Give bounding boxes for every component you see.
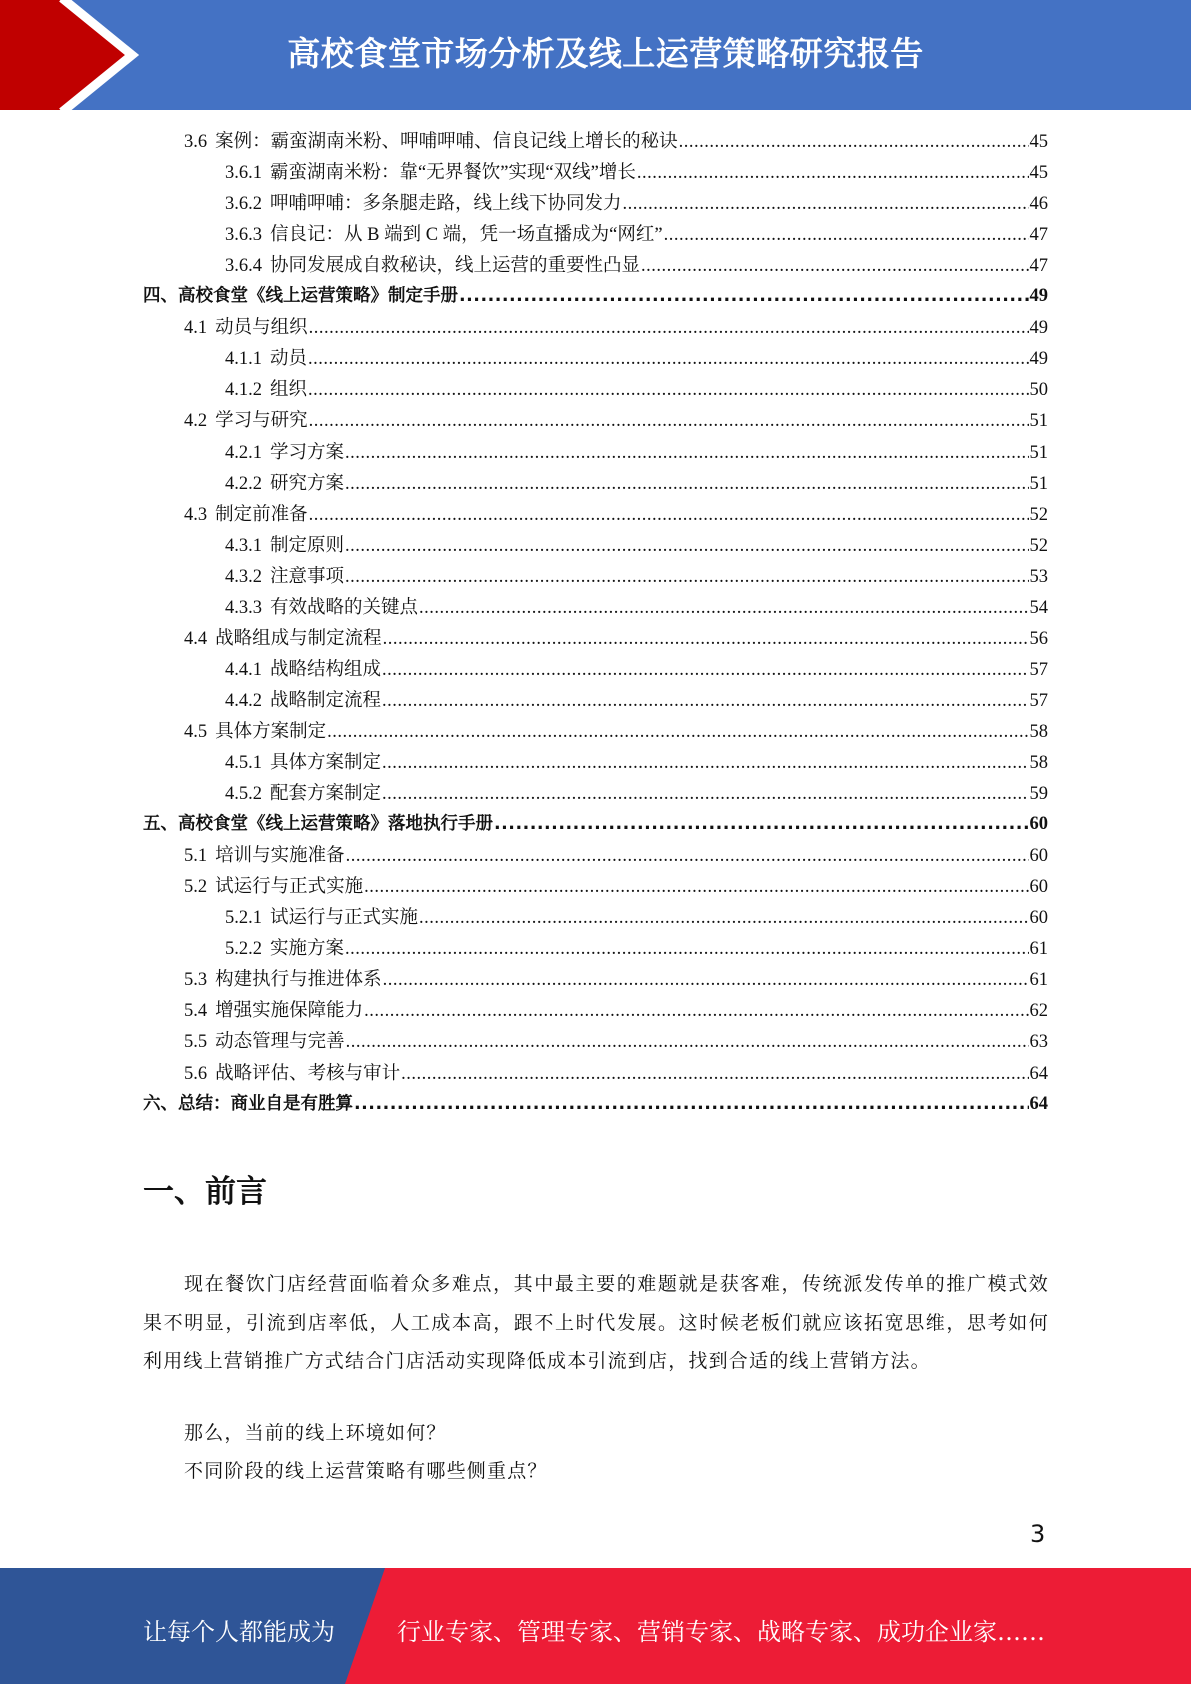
toc-entry-number: 4.3.1: [225, 535, 262, 556]
toc-entry-number: 4.5.1: [225, 753, 262, 773]
toc-entry-title: 试运行与正式实施: [270, 908, 419, 929]
toc-entry[interactable]: [225, 251, 1048, 282]
toc-entry[interactable]: [225, 438, 1048, 469]
toc-entry-page: 60: [1029, 814, 1048, 835]
toc-entry-number: 4.1.2: [225, 380, 262, 401]
toc-entry-number: 4.2: [184, 411, 208, 432]
toc-dot-leader: [345, 939, 1028, 960]
toc-entry-title: 五、高校食堂《线上运营策略》落地执行手册: [143, 814, 493, 835]
toc-dot-leader: [383, 970, 1029, 991]
toc-entry[interactable]: [225, 344, 1048, 375]
toc-entry[interactable]: [225, 593, 1048, 624]
toc-entry[interactable]: [225, 686, 1048, 717]
toc-dot-leader: [494, 814, 1029, 834]
toc-entry-page: 60: [1029, 908, 1048, 929]
toc-entry-number: 5.2.1: [225, 908, 262, 929]
toc-dot-leader: [309, 505, 1029, 526]
toc-entry-title: 有效战略的关键点: [270, 597, 419, 618]
toc-dot-leader: [308, 380, 1028, 401]
toc-entry[interactable]: [225, 158, 1048, 189]
toc-entry-number: 3.6.3: [225, 225, 262, 246]
toc-entry-page: 52: [1029, 504, 1048, 525]
toc-entry[interactable]: [184, 127, 1048, 158]
toc-entry-title: 案例：霸蛮湖南米粉、呷哺呷哺、信良记线上增长的秘诀: [215, 132, 678, 152]
page-header: [0, 0, 1191, 110]
toc-entry-number: 4.1: [184, 318, 208, 339]
toc-entry-title: 配套方案制定: [270, 784, 382, 805]
toc-entry-page: 54: [1029, 597, 1048, 618]
toc-entry-page: 45: [1029, 132, 1048, 152]
toc-entry-page: 56: [1029, 628, 1048, 649]
toc-entry-number: 3.6.4: [225, 256, 262, 277]
toc-entry-page: 57: [1029, 690, 1048, 711]
toc-entry[interactable]: [143, 282, 1048, 313]
toc-entry[interactable]: [225, 189, 1048, 220]
toc-dot-leader: [419, 598, 1028, 619]
toc-entry[interactable]: [143, 810, 1048, 841]
toc-entry-page: 46: [1029, 194, 1048, 215]
toc-entry[interactable]: [143, 1090, 1048, 1121]
toc-entry[interactable]: [225, 748, 1048, 779]
toc-entry-title: 动员与组织: [215, 318, 308, 339]
toc-entry[interactable]: [225, 562, 1048, 593]
toc-entry[interactable]: [184, 313, 1048, 344]
toc-entry-title: 呷哺呷哺：多条腿走路，线上线下协同发力: [270, 194, 622, 215]
toc-dot-leader: [382, 784, 1028, 805]
toc-entry-number: 4.3: [184, 504, 208, 525]
toc-entry-title: 具体方案制定: [270, 753, 382, 773]
toc-entry-title: 实施方案: [270, 939, 345, 960]
toc-entry-number: 3.6: [184, 132, 208, 152]
toc-entry-title: 试运行与正式实施: [215, 877, 364, 898]
toc-dot-leader: [679, 132, 1029, 153]
toc-entry-number: 5.2: [184, 877, 208, 898]
toc-entry-number: 4.4.1: [225, 659, 262, 680]
toc-dot-leader: [308, 349, 1028, 370]
toc-entry-number: 5.6: [184, 1063, 208, 1084]
toc-entry-number: 4.5: [184, 721, 208, 742]
toc-dot-leader: [327, 722, 1028, 743]
footer-slogan-left: 让每个人都能成为: [143, 1618, 335, 1646]
toc-entry-page: 63: [1029, 1032, 1048, 1053]
toc-entry[interactable]: [225, 779, 1048, 810]
toc-entry[interactable]: [184, 996, 1048, 1027]
toc-entry-title: 信良记：从 B 端到 C 端，凭一场直播成为“网红”: [270, 225, 663, 246]
toc-entry-number: 3.6.2: [225, 194, 262, 215]
toc-entry-title: 战略评估、考核与审计: [215, 1063, 401, 1084]
toc-dot-leader: [309, 318, 1029, 339]
page-number: 3: [1030, 1520, 1046, 1548]
toc-entry-number: 4.4: [184, 628, 208, 649]
toc-entry-page: 51: [1029, 411, 1048, 432]
toc-entry[interactable]: [184, 624, 1048, 655]
toc-entry-title: 学习方案: [270, 442, 345, 463]
toc-entry-page: 52: [1029, 535, 1048, 556]
toc-entry-page: 58: [1029, 721, 1048, 742]
toc-entry-page: 49: [1029, 286, 1048, 307]
toc-entry[interactable]: [184, 717, 1048, 748]
toc-entry-title: 四、高校食堂《线上运营策略》制定手册: [143, 286, 458, 307]
toc-dot-leader: [346, 1032, 1029, 1053]
toc-entry-page: 60: [1029, 877, 1048, 898]
toc-dot-leader: [623, 194, 1029, 215]
toc-entry-title: 构建执行与推进体系: [215, 970, 382, 991]
toc-entry[interactable]: [184, 872, 1048, 903]
toc-dot-leader: [345, 567, 1028, 588]
toc-dot-leader: [309, 411, 1029, 432]
toc-dot-leader: [382, 660, 1028, 681]
toc-entry-title: 注意事项: [270, 566, 345, 587]
toc-entry-number: 3.6.1: [225, 163, 262, 184]
toc-dot-leader: [382, 753, 1028, 774]
toc-dot-leader: [354, 1094, 1029, 1114]
toc-entry-number: 4.2.2: [225, 473, 262, 494]
toc-entry-page: 64: [1029, 1063, 1048, 1084]
toc-entry-title: 增强实施保障能力: [215, 1001, 364, 1022]
toc-entry-number: 4.5.2: [225, 784, 262, 805]
toc-entry-title: 动态管理与完善: [215, 1032, 345, 1053]
intro-paragraph: 现在餐饮门店经营面临着众多难点，其中最主要的难题就是获客难，传统派发传单的推广模式效果不明显，引流到店率低，人工成本高，跟不上时代发展。这时候老板们就应该拓宽思维，思考如何利用线上营销推广方式结合门店活动实现降低成本引流到店，找到合适的线上营销方法。: [143, 1273, 1049, 1372]
toc-entry-title: 制定原则: [270, 535, 345, 556]
toc-entry-page: 47: [1029, 256, 1048, 277]
toc-entry-page: 49: [1029, 318, 1048, 339]
toc-dot-leader: [346, 846, 1029, 867]
footer-slogan-right: 行业专家、管理专家、营销专家、战略专家、成功企业家……: [397, 1618, 1045, 1646]
toc-dot-leader: [419, 908, 1028, 929]
toc-entry-title: 六、总结：商业自是有胜算: [143, 1093, 353, 1114]
toc-entry-page: 58: [1029, 753, 1048, 773]
toc-entry[interactable]: [225, 934, 1048, 965]
toc-entry-page: 45: [1029, 163, 1048, 184]
toc-entry-page: 51: [1029, 442, 1048, 463]
toc-entry[interactable]: [184, 500, 1048, 531]
page-footer: [0, 1568, 1191, 1684]
toc-entry[interactable]: [184, 1059, 1048, 1090]
toc-entry-number: 5.3: [184, 970, 208, 991]
toc-dot-leader: [345, 536, 1028, 557]
toc-entry-title: 战略组成与制定流程: [215, 628, 382, 649]
toc-entry-title: 动员: [270, 349, 308, 370]
question-line: 不同阶段的线上运营策略有哪些侧重点？: [184, 1460, 548, 1482]
toc-dot-leader: [637, 163, 1029, 184]
question-line: 那么，当前的线上环境如何？: [184, 1422, 447, 1444]
toc-entry[interactable]: [225, 220, 1048, 251]
toc-entry-title: 具体方案制定: [215, 721, 327, 742]
toc-entry-page: 50: [1029, 380, 1048, 401]
toc-entry-number: 5.4: [184, 1001, 208, 1022]
toc-entry-page: 57: [1029, 659, 1048, 680]
toc-entry-page: 64: [1029, 1093, 1048, 1114]
toc-entry[interactable]: [225, 655, 1048, 686]
toc-dot-leader: [345, 443, 1028, 464]
toc-entry-page: 62: [1029, 1001, 1048, 1022]
toc-entry-page: 60: [1029, 846, 1048, 867]
toc-dot-leader: [383, 629, 1029, 650]
toc-entry[interactable]: [225, 903, 1048, 934]
toc-entry-number: 4.3.2: [225, 566, 262, 587]
toc-entry-title: 战略制定流程: [270, 690, 382, 711]
toc-entry[interactable]: [184, 1027, 1048, 1058]
toc-entry[interactable]: [225, 375, 1048, 406]
toc-dot-leader: [664, 225, 1029, 246]
toc-entry[interactable]: [184, 965, 1048, 996]
toc-entry-title: 组织: [270, 380, 308, 401]
toc-entry[interactable]: [225, 531, 1048, 562]
toc-entry-number: 5.1: [184, 846, 208, 867]
toc-entry-page: 61: [1029, 939, 1048, 960]
toc-entry-number: 5.2.2: [225, 939, 262, 960]
toc-dot-leader: [345, 474, 1028, 495]
toc-dot-leader: [401, 1064, 1028, 1085]
toc-entry-title: 协同发展成自救秘诀，线上运营的重要性凸显: [270, 256, 641, 277]
toc-dot-leader: [364, 877, 1028, 898]
toc-entry-number: 5.5: [184, 1032, 208, 1053]
toc-entry-page: 59: [1029, 784, 1048, 805]
toc-entry-number: 4.2.1: [225, 442, 262, 463]
toc-entry-number: 4.1.1: [225, 349, 262, 370]
toc-entry-title: 学习与研究: [215, 411, 308, 432]
toc-entry-page: 49: [1029, 349, 1048, 370]
toc-entry-title: 霸蛮湖南米粉：靠“无界餐饮”实现“双线”增长: [270, 163, 636, 184]
toc-entry[interactable]: [184, 841, 1048, 872]
toc-entry[interactable]: [184, 406, 1048, 437]
toc-entry-title: 制定前准备: [215, 504, 308, 525]
toc-entry-title: 战略结构组成: [270, 659, 382, 680]
toc-dot-leader: [641, 256, 1028, 277]
toc-dot-leader: [459, 286, 1029, 306]
toc-entry-number: 4.4.2: [225, 690, 262, 711]
document-title: 高校食堂市场分析及线上运营策略研究报告: [287, 34, 924, 73]
toc-entry-title: 培训与实施准备: [215, 846, 345, 867]
toc-dot-leader: [364, 1001, 1028, 1022]
toc-entry-title: 研究方案: [270, 473, 345, 494]
toc-entry[interactable]: [225, 469, 1048, 500]
toc-entry-page: 53: [1029, 566, 1048, 587]
section-heading: 一、前言: [143, 1174, 267, 1210]
toc-dot-leader: [382, 691, 1028, 712]
toc-entry-page: 51: [1029, 473, 1048, 494]
toc-entry-page: 61: [1029, 970, 1048, 991]
toc-entry-number: 4.3.3: [225, 597, 262, 618]
toc-entry-page: 47: [1029, 225, 1048, 246]
